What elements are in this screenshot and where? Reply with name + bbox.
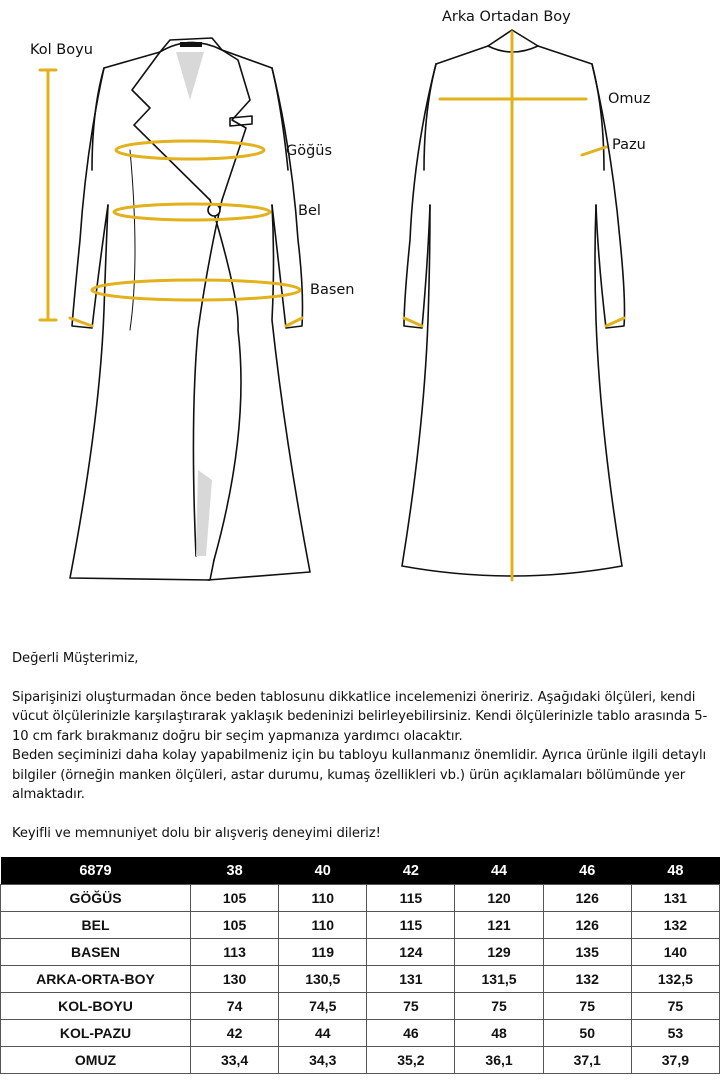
size-header: 42: [367, 857, 455, 885]
bel-label: Bel: [298, 203, 321, 219]
gogus-line: [116, 141, 264, 159]
basen-label: Basen: [310, 282, 355, 298]
measurement-value: 44: [279, 1020, 367, 1047]
kol-boyu-label: Kol Boyu: [30, 42, 93, 58]
measurement-value: 129: [455, 939, 543, 966]
measurement-value: 35,2: [367, 1047, 455, 1074]
omuz-label: Omuz: [608, 91, 651, 107]
measurement-label: KOL-PAZU: [1, 1020, 191, 1047]
table-row: [1, 1020, 720, 1047]
paragraph-1: Siparişinizi oluşturmadan önce beden tablosunu dikkatlice incelemenizi öneririz. Aşağıdaki ölçüleri, kendi vücut ölçülerinizle karşılaştırarak yaklaşık bedeninizi belirleyebilirsiniz. Kendi ölçülerinizle tablo arasında 5-10 cm fark bırakmanız doğru bir seçim yapmanıza yardımcı olacaktır.: [12, 689, 708, 744]
measurement-value: 36,1: [455, 1047, 543, 1074]
spacer: [12, 669, 712, 688]
table-row: [1, 1047, 720, 1074]
measurement-value: 110: [279, 912, 367, 939]
table-row: [1, 885, 720, 912]
measurement-label: GÖĞÜS: [1, 885, 191, 912]
measurement-value: 126: [543, 885, 631, 912]
measurement-value: 140: [631, 939, 719, 966]
measurement-label: BASEN: [1, 939, 191, 966]
arka-orta-boy-label: Arka Ortadan Boy: [442, 9, 571, 25]
table-row: [1, 993, 720, 1020]
table-row: [1, 966, 720, 993]
measurement-value: 119: [279, 939, 367, 966]
measurement-value: 121: [455, 912, 543, 939]
measurement-value: 115: [367, 912, 455, 939]
size-header-row: [1, 857, 720, 885]
bel-line: [114, 204, 270, 220]
gogus-label: Göğüs: [286, 143, 333, 159]
size-header: 48: [631, 857, 719, 885]
size-header: 38: [191, 857, 279, 885]
measurement-value: 42: [191, 1020, 279, 1047]
measurement-value: 130,5: [279, 966, 367, 993]
measurement-value: 131: [631, 885, 719, 912]
closing-text: Keyifli ve memnuniyet dolu bir alışveriş deneyimi dileriz!: [12, 825, 381, 841]
size-header: 46: [543, 857, 631, 885]
measurement-value: 33,4: [191, 1047, 279, 1074]
paragraph-2: Beden seçiminizi daha kolay yapabilmeniz için bu tabloyu kullanmanız önemlidir. Ayrıca ürünle ilgili detaylı bilgiler (örneğin manken ölçüleri, astar durumu, kumaş özellikleri vb.) ürün açıklamaları bölümünde yer almaktadır.: [12, 748, 707, 802]
model-code: 6879: [1, 857, 191, 885]
measurement-value: 131: [367, 966, 455, 993]
measurement-label: BEL: [1, 912, 191, 939]
measurement-value: 50: [543, 1020, 631, 1047]
measurement-value: 132: [631, 912, 719, 939]
measurement-value: 126: [543, 912, 631, 939]
measurement-value: 75: [367, 993, 455, 1020]
measurement-value: 130: [191, 966, 279, 993]
measurement-value: 75: [455, 993, 543, 1020]
table-row: [1, 939, 720, 966]
size-header: 44: [455, 857, 543, 885]
customer-note: [12, 649, 712, 843]
measurement-value: 34,3: [279, 1047, 367, 1074]
measurement-value: 48: [455, 1020, 543, 1047]
measurement-value: 131,5: [455, 966, 543, 993]
measurement-value: 124: [367, 939, 455, 966]
table-row: [1, 912, 720, 939]
size-table: [0, 857, 720, 1074]
measurement-label: ARKA-ORTA-BOY: [1, 966, 191, 993]
measurement-value: 132: [543, 966, 631, 993]
measurement-label: OMUZ: [1, 1047, 191, 1074]
measurement-value: 75: [631, 993, 719, 1020]
measurement-label: KOL-BOYU: [1, 993, 191, 1020]
size-header: 40: [279, 857, 367, 885]
spacer: [12, 805, 712, 824]
measurement-value: 105: [191, 885, 279, 912]
measurement-value: 110: [279, 885, 367, 912]
basen-line: [92, 280, 300, 300]
measurement-value: 135: [543, 939, 631, 966]
measurement-value: 74: [191, 993, 279, 1020]
measurement-value: 75: [543, 993, 631, 1020]
measurement-value: 37,9: [631, 1047, 719, 1074]
measurement-value: 113: [191, 939, 279, 966]
measurement-value: 74,5: [279, 993, 367, 1020]
measurement-value: 37,1: [543, 1047, 631, 1074]
front-coat-outline: [70, 38, 310, 580]
measurement-value: 120: [455, 885, 543, 912]
measurement-value: 46: [367, 1020, 455, 1047]
greeting-text: Değerli Müşterimiz,: [12, 651, 139, 666]
measurement-value: 105: [191, 912, 279, 939]
measurement-value: 53: [631, 1020, 719, 1047]
measurement-value: 115: [367, 885, 455, 912]
pazu-line: [582, 147, 606, 155]
pazu-label: Pazu: [612, 137, 646, 153]
measurement-value: 132,5: [631, 966, 719, 993]
